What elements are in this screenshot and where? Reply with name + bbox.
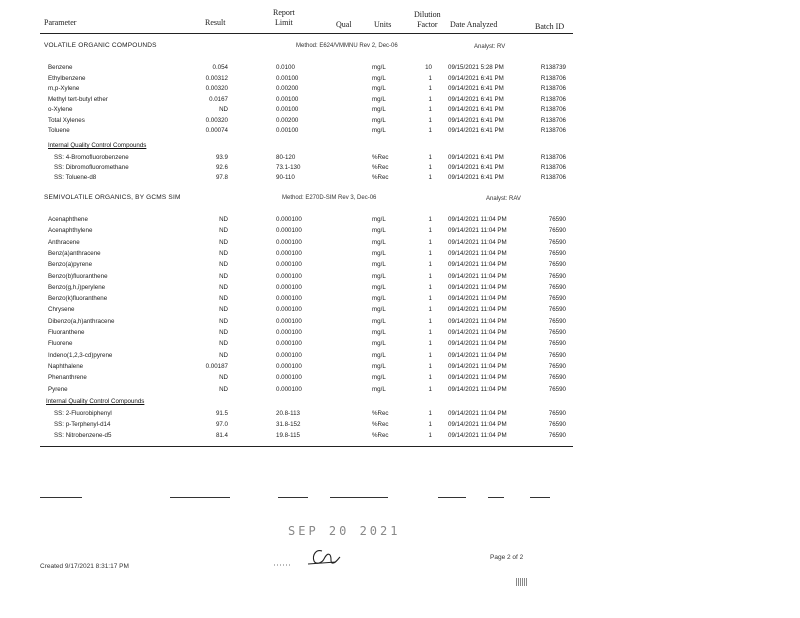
cell-date: 09/14/2021 11:04 PM: [448, 317, 507, 325]
semivolatile-analyte-row: [0, 340, 800, 351]
cell-units: mg/L: [372, 106, 386, 113]
cell-date: 09/14/2021 6:41 PM: [448, 95, 504, 103]
cell-name: SS: 2-Fluorobiphenyl: [54, 410, 112, 417]
cell-result: 97.0: [215, 421, 228, 428]
cell-units: mg/L: [372, 362, 386, 370]
blank-line-4: [330, 497, 388, 498]
cell-limit: 0.00200: [276, 116, 299, 124]
header-rule: [40, 33, 573, 34]
cell-result: ND: [219, 272, 228, 280]
cell-units: mg/L: [372, 329, 386, 336]
cell-dil: 1: [428, 95, 432, 103]
cell-date: 09/14/2021 6:41 PM: [448, 116, 504, 124]
cell-units: %Rec: [372, 174, 389, 181]
semivolatile-analyte-row: [0, 295, 800, 306]
cell-units: %Rec: [372, 410, 389, 417]
cell-result: 97.8: [215, 174, 228, 181]
cell-limit: 0.00200: [276, 85, 299, 92]
blank-line-1: [40, 497, 82, 498]
semivolatile-analyte-row: [0, 284, 800, 295]
semivolatile-analyte-row: [0, 273, 800, 284]
cell-units: mg/L: [372, 340, 386, 348]
cell-units: mg/L: [372, 261, 386, 269]
cell-dil: 1: [428, 74, 432, 82]
semivolatile-analyte-row: [0, 374, 800, 385]
header-report-limit-line2: Limit: [275, 18, 293, 27]
cell-dil: 1: [428, 227, 432, 235]
cell-batch: 76590: [548, 421, 566, 428]
surrogate-title-semivolatile: Internal Quality Control Compounds: [46, 398, 145, 405]
cell-batch: 76590: [548, 249, 566, 257]
cell-date: 09/14/2021 11:04 PM: [448, 432, 507, 439]
semivolatile-surrogate-row: [0, 432, 800, 443]
cell-date: 09/14/2021 11:04 PM: [448, 374, 507, 382]
cell-limit: 19.8-115: [276, 432, 300, 439]
cell-result: ND: [219, 238, 228, 246]
cell-name: Dibenzo(a,h)anthracene: [48, 317, 115, 325]
header-result: Result: [205, 18, 226, 27]
cell-units: mg/L: [372, 385, 386, 393]
cell-dil: 1: [428, 216, 432, 223]
cell-units: mg/L: [372, 272, 386, 280]
cell-limit: 0.000100: [276, 340, 302, 348]
header-qual: Qual: [336, 20, 352, 29]
cell-date: 09/14/2021 6:41 PM: [448, 74, 504, 82]
cell-date: 09/14/2021 11:04 PM: [448, 351, 507, 359]
header-dilution-line1: Dilution: [414, 10, 441, 19]
cell-units: %Rec: [372, 164, 389, 171]
cell-units: mg/L: [372, 238, 386, 246]
cell-limit: 0.000100: [276, 317, 302, 325]
cell-result: 92.6: [215, 164, 228, 171]
cell-date: 09/14/2021 11:04 PM: [448, 249, 507, 257]
cell-result: ND: [219, 374, 228, 382]
cell-result: ND: [219, 249, 228, 257]
cell-units: mg/L: [372, 283, 386, 291]
cell-limit: 0.00100: [276, 106, 299, 113]
cell-units: mg/L: [372, 95, 386, 103]
cell-limit: 0.000100: [276, 385, 302, 393]
cell-result: ND: [219, 317, 228, 325]
cell-result: 0.00320: [205, 85, 228, 92]
cell-name: SS: Toluene-d8: [54, 174, 97, 181]
cell-batch: R138706: [540, 95, 566, 103]
volatile-analyte-row: [0, 127, 800, 138]
cell-units: mg/L: [372, 306, 386, 314]
cell-dil: 1: [428, 127, 432, 134]
cell-batch: 76590: [548, 227, 566, 235]
cell-limit: 80-120: [276, 154, 296, 161]
cell-name: o-Xylene: [48, 106, 73, 113]
header-batch-id: Batch ID: [535, 22, 565, 31]
cell-batch: 76590: [548, 317, 566, 325]
cell-limit: 31.8-152: [276, 421, 301, 428]
blank-line-5: [438, 497, 466, 498]
cell-units: mg/L: [372, 74, 386, 82]
signature-scribble-icon: [272, 545, 342, 569]
cell-date: 09/14/2021 11:04 PM: [448, 283, 507, 291]
section-method-volatile: Method: E624/VMMNU Rev 2, Dec-06: [296, 43, 398, 49]
cell-name: Chrysene: [48, 306, 75, 314]
cell-date: 09/15/2021 5:28 PM: [448, 64, 504, 71]
cell-limit: 0.000100: [276, 351, 302, 359]
section-analyst-volatile: Analyst: RV: [474, 44, 506, 50]
cell-name: Benz(a)anthracene: [48, 249, 101, 257]
cell-result: ND: [219, 216, 228, 223]
volatile-analyte-row: [0, 117, 800, 128]
semivolatile-analyte-row: [0, 227, 800, 238]
cell-batch: 76590: [548, 306, 566, 314]
cell-units: mg/L: [372, 127, 386, 134]
header-dilution-line2: Factor: [417, 20, 438, 29]
section-title-semivolatile: SEMIVOLATILE ORGANICS, BY GCMS SIM: [44, 194, 181, 201]
cell-date: 09/14/2021 6:41 PM: [448, 154, 504, 161]
cell-batch: R138706: [540, 174, 566, 181]
cell-batch: 76590: [548, 340, 566, 348]
cell-units: mg/L: [372, 374, 386, 382]
cell-limit: 0.000100: [276, 374, 302, 382]
cell-name: Benzo(b)fluoranthene: [48, 272, 108, 280]
semivolatile-analyte-row: [0, 250, 800, 261]
cell-date: 09/14/2021 11:04 PM: [448, 238, 507, 246]
section-analyst-semivolatile: Analyst: RAV: [486, 196, 521, 202]
cell-date: 09/14/2021 6:41 PM: [448, 174, 504, 181]
cell-dil: 1: [428, 164, 432, 171]
semivolatile-analyte-row: [0, 261, 800, 272]
cell-batch: 76590: [548, 432, 566, 439]
created-timestamp: Created 9/17/2021 8:31:17 PM: [40, 563, 129, 570]
cell-name: m,p-Xylene: [48, 85, 80, 92]
blank-line-7: [530, 497, 550, 498]
cell-limit: 0.000100: [276, 306, 302, 314]
cell-name: Indeno(1,2,3-cd)pyrene: [48, 351, 113, 359]
cell-name: Acenaphthene: [48, 216, 88, 223]
cell-date: 09/14/2021 6:41 PM: [448, 164, 504, 171]
cell-limit: 0.000100: [276, 362, 302, 370]
cell-units: mg/L: [372, 317, 386, 325]
header-parameter: Parameter: [44, 18, 77, 27]
cell-dil: 1: [428, 106, 432, 113]
cell-dil: 1: [428, 329, 432, 336]
cell-batch: R138706: [540, 116, 566, 124]
cell-result: ND: [219, 283, 228, 291]
cell-date: 09/14/2021 6:41 PM: [448, 85, 504, 92]
cell-limit: 0.000100: [276, 238, 302, 246]
cell-units: %Rec: [372, 432, 389, 439]
cell-dil: 1: [428, 351, 432, 359]
cell-units: mg/L: [372, 227, 386, 235]
cell-batch: 76590: [548, 238, 566, 246]
cell-result: ND: [219, 329, 228, 336]
cell-result: 0.054: [212, 64, 228, 71]
cell-result: ND: [219, 351, 228, 359]
cell-dil: 1: [428, 249, 432, 257]
cell-result: 81.4: [215, 432, 228, 439]
cell-limit: 20.8-113: [276, 410, 300, 417]
header-dilution: [414, 10, 441, 30]
cell-result: ND: [219, 385, 228, 393]
cell-dil: 1: [428, 410, 432, 417]
cell-limit: 0.000100: [276, 295, 302, 303]
cell-units: mg/L: [372, 351, 386, 359]
cell-result: ND: [219, 295, 228, 303]
cell-limit: 0.000100: [276, 283, 302, 291]
semivolatile-surrogate-row: [0, 410, 800, 421]
semivolatile-surrogate-row: [0, 421, 800, 432]
cell-batch: R138706: [540, 106, 566, 113]
cell-dil: 1: [428, 317, 432, 325]
cell-date: 09/14/2021 11:04 PM: [448, 272, 507, 280]
cell-date: 09/14/2021 11:04 PM: [448, 227, 507, 235]
cell-units: %Rec: [372, 421, 389, 428]
semivolatile-analyte-row: [0, 216, 800, 227]
cell-name: Naphthalene: [48, 362, 84, 370]
section-title-volatile: VOLATILE ORGANIC COMPOUNDS: [44, 42, 157, 49]
cell-batch: R138706: [540, 164, 566, 171]
volatile-analyte-row: [0, 106, 800, 117]
cell-name: Phenanthrene: [48, 374, 87, 382]
volatile-analyte-row: [0, 75, 800, 86]
cell-result: ND: [219, 227, 228, 235]
volatile-analyte-row: [0, 85, 800, 96]
cell-name: Anthracene: [48, 238, 80, 246]
cell-units: mg/L: [372, 295, 386, 303]
cell-limit: 0.000100: [276, 329, 302, 336]
semivolatile-analyte-row: [0, 352, 800, 363]
cell-limit: 0.00100: [276, 74, 299, 82]
received-stamp: SEP 20 2021: [288, 524, 401, 538]
semivolatile-analyte-row: [0, 329, 800, 340]
blank-line-3: [278, 497, 308, 498]
cell-limit: 90-110: [276, 174, 295, 181]
header-report-limit: [273, 8, 295, 28]
header-date-analyzed: Date Analyzed: [450, 20, 498, 29]
semivolatile-analyte-row: [0, 318, 800, 329]
cell-dil: 1: [428, 85, 432, 92]
cell-batch: 76590: [548, 216, 566, 223]
cell-batch: R138706: [540, 154, 566, 161]
cell-dil: 1: [428, 238, 432, 246]
blank-line-2: [170, 497, 230, 498]
cell-units: mg/L: [372, 216, 386, 223]
cell-dil: 10: [425, 64, 432, 71]
page-number: Page 2 of 2: [490, 554, 524, 561]
cell-limit: 0.0100: [276, 64, 295, 71]
cell-dil: 1: [428, 154, 432, 161]
cell-result: ND: [219, 306, 228, 314]
cell-name: SS: Nitrobenzene-d5: [54, 432, 112, 439]
bottom-rule: [40, 446, 573, 447]
cell-date: 09/14/2021 11:04 PM: [448, 385, 507, 393]
cell-limit: 0.000100: [276, 249, 302, 257]
cell-result: 91.5: [215, 410, 228, 417]
cell-result: ND: [219, 261, 228, 269]
cell-batch: 76590: [548, 374, 566, 382]
blank-line-6: [488, 497, 504, 498]
cell-limit: 0.00100: [276, 95, 299, 103]
cell-date: 09/14/2021 11:04 PM: [448, 261, 507, 269]
cell-limit: 0.000100: [276, 216, 302, 223]
volatile-analyte-row: [0, 96, 800, 107]
cell-batch: 76590: [548, 283, 566, 291]
cell-result: 93.9: [215, 154, 228, 161]
cell-name: Benzo(a)pyrene: [48, 261, 93, 269]
volatile-analyte-row: [0, 64, 800, 75]
cell-dil: 1: [428, 283, 432, 291]
signature: [272, 545, 342, 569]
cell-dil: 1: [428, 362, 432, 370]
cell-limit: 0.000100: [276, 261, 302, 269]
cell-batch: R138706: [540, 127, 566, 134]
cell-date: 09/14/2021 11:04 PM: [448, 421, 507, 428]
cell-date: 09/14/2021 11:04 PM: [448, 410, 507, 417]
cell-dil: 1: [428, 295, 432, 303]
cell-result: 0.00320: [205, 116, 228, 124]
cell-batch: 76590: [548, 261, 566, 269]
cell-date: 09/14/2021 11:04 PM: [448, 362, 507, 370]
cell-units: mg/L: [372, 249, 386, 257]
cell-batch: R138706: [540, 74, 566, 82]
semivolatile-analyte-row: [0, 363, 800, 374]
cell-result: 0.00187: [205, 362, 228, 370]
cell-limit: 0.000100: [276, 227, 302, 235]
cell-name: Pyrene: [48, 385, 68, 393]
cell-limit: 73.1-130: [276, 164, 301, 171]
surrogate-title-volatile: Internal Quality Control Compounds: [48, 142, 147, 149]
cell-name: SS: p-Terphenyl-d14: [54, 421, 111, 428]
semivolatile-analyte-row: [0, 306, 800, 317]
cell-name: SS: 4-Bromofluorobenzene: [54, 154, 129, 161]
cell-dil: 1: [428, 261, 432, 269]
cell-units: mg/L: [372, 116, 386, 124]
cell-units: %Rec: [372, 154, 389, 161]
cell-date: 09/14/2021 11:04 PM: [448, 295, 507, 303]
cell-units: mg/L: [372, 64, 386, 71]
cell-dil: 1: [428, 306, 432, 314]
cell-name: Benzo(k)fluoranthene: [48, 295, 108, 303]
cell-name: Methyl tert-butyl ether: [48, 95, 108, 103]
cell-dil: 1: [428, 374, 432, 382]
cell-name: Benzene: [48, 64, 73, 71]
cell-result: 0.00074: [205, 127, 228, 134]
semivolatile-analyte-row: [0, 239, 800, 250]
cell-dil: 1: [428, 421, 432, 428]
cell-batch: 76590: [548, 329, 566, 336]
volatile-surrogate-row: [0, 174, 800, 185]
cell-dil: 1: [428, 116, 432, 124]
cell-units: mg/L: [372, 85, 386, 92]
cell-batch: 76590: [548, 362, 566, 370]
semivolatile-analyte-row: [0, 386, 800, 397]
header-units: Units: [374, 20, 392, 29]
cell-date: 09/14/2021 11:04 PM: [448, 340, 507, 348]
cell-batch: 76590: [548, 410, 566, 417]
cell-name: Acenaphthylene: [48, 227, 93, 235]
cell-name: Toluene: [48, 127, 70, 134]
cell-batch: R138706: [540, 85, 566, 92]
cell-date: 09/14/2021 11:04 PM: [448, 329, 507, 336]
cell-name: Fluorene: [48, 340, 73, 348]
cell-batch: 76590: [548, 272, 566, 280]
cell-date: 09/14/2021 6:41 PM: [448, 127, 504, 134]
cell-name: Benzo(g,h,i)perylene: [48, 283, 106, 291]
cell-result: 0.0167: [209, 95, 228, 103]
cell-date: 09/14/2021 11:04 PM: [448, 306, 507, 314]
cell-limit: 0.00100: [276, 127, 299, 134]
cell-batch: 76590: [548, 351, 566, 359]
cell-result: 0.00312: [205, 74, 228, 82]
header-report-limit-line1: Report: [273, 8, 295, 17]
cell-batch: R138739: [540, 64, 566, 71]
cell-name: Fluoranthene: [48, 329, 85, 336]
cell-name: Total Xylenes: [48, 116, 85, 124]
cell-batch: 76590: [548, 295, 566, 303]
cell-dil: 1: [428, 340, 432, 348]
cell-name: Ethylbenzene: [48, 74, 86, 82]
cell-date: 09/14/2021 6:41 PM: [448, 106, 504, 113]
cell-result: ND: [219, 340, 228, 348]
cell-dil: 1: [428, 385, 432, 393]
cell-result: ND: [219, 106, 228, 113]
section-method-semivolatile: Method: E270D-SIM Rev 3, Dec-06: [282, 195, 377, 201]
cell-date: 09/14/2021 11:04 PM: [448, 216, 507, 223]
cell-dil: 1: [428, 432, 432, 439]
cell-name: SS: Dibromofluoromethane: [54, 164, 129, 171]
cell-dil: 1: [428, 174, 432, 181]
corner-mark: [516, 578, 528, 586]
cell-batch: 76590: [548, 385, 566, 393]
cell-dil: 1: [428, 272, 432, 280]
cell-limit: 0.000100: [276, 272, 302, 280]
